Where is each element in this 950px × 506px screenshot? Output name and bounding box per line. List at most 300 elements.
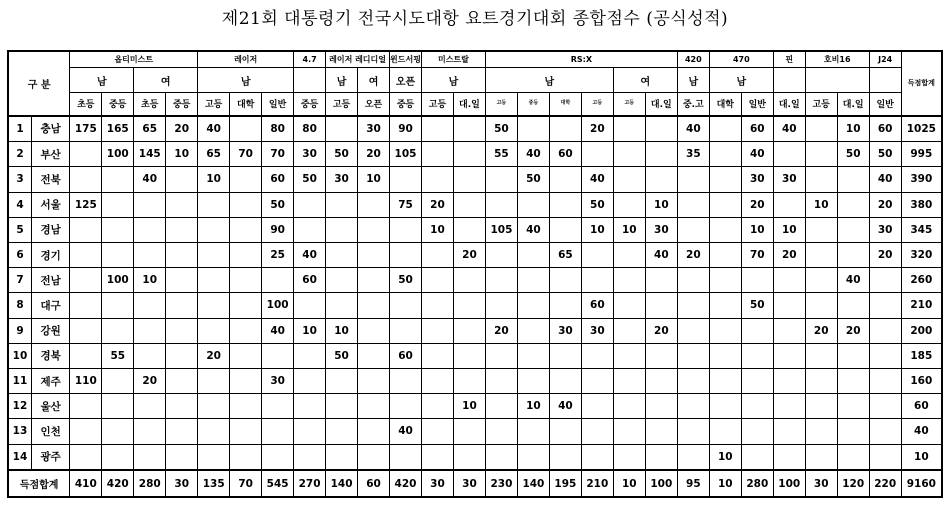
score-cell: 20 — [485, 318, 517, 343]
score-cell — [645, 167, 677, 192]
score-cell — [230, 343, 262, 368]
score-cell — [134, 444, 166, 470]
score-cell — [869, 444, 901, 470]
score-cell — [453, 192, 485, 217]
sum-cell: 70 — [230, 470, 262, 497]
score-cell — [390, 394, 422, 419]
score-cell — [294, 293, 326, 318]
score-cell — [453, 116, 485, 142]
score-cell — [549, 268, 581, 293]
score-cell — [773, 444, 805, 470]
group-4-7: 4.7 — [294, 51, 326, 68]
score-cell: 10 — [773, 217, 805, 242]
score-cell — [230, 167, 262, 192]
score-cell — [422, 116, 454, 142]
sum-cell: 30 — [422, 470, 454, 497]
score-cell — [613, 318, 645, 343]
score-cell: 175 — [70, 116, 102, 142]
region-name: 전남 — [31, 268, 69, 293]
row-total: 210 — [901, 293, 942, 318]
group-windsurf: 윈드서핑 — [390, 51, 422, 68]
table-row — [8, 419, 942, 444]
group-420: 420 — [677, 51, 709, 68]
score-cell — [262, 343, 294, 368]
score-cell: 40 — [837, 268, 869, 293]
score-cell — [358, 343, 390, 368]
row-total: 995 — [901, 142, 942, 167]
score-cell — [102, 368, 134, 393]
gender-470-male: 남 — [709, 68, 773, 93]
level-header: 대.일 — [453, 93, 485, 116]
gender-optimist-male: 남 — [70, 68, 134, 93]
score-cell — [613, 192, 645, 217]
score-cell — [549, 343, 581, 368]
score-cell — [485, 444, 517, 470]
score-cell: 40 — [869, 167, 901, 192]
score-cell: 40 — [134, 167, 166, 192]
score-cell — [485, 368, 517, 393]
score-cell — [294, 192, 326, 217]
score-cell: 60 — [390, 343, 422, 368]
score-cell: 165 — [102, 116, 134, 142]
sum-cell: 10 — [709, 470, 741, 497]
score-cell: 40 — [517, 217, 549, 242]
score-cell — [677, 368, 709, 393]
score-cell — [422, 368, 454, 393]
group-mistral: 미스트랄 — [422, 51, 486, 68]
score-cell — [581, 242, 613, 267]
score-cell — [677, 192, 709, 217]
row-number: 7 — [8, 268, 31, 293]
score-cell — [453, 293, 485, 318]
score-cell — [581, 419, 613, 444]
score-cell: 20 — [358, 142, 390, 167]
table-row — [8, 343, 942, 368]
score-cell: 110 — [70, 368, 102, 393]
score-cell — [709, 217, 741, 242]
score-cell — [613, 343, 645, 368]
score-cell — [485, 242, 517, 267]
sum-grand-total: 9160 — [901, 470, 942, 497]
score-cell — [134, 343, 166, 368]
table-row — [8, 268, 942, 293]
score-cell — [358, 444, 390, 470]
score-cell — [70, 217, 102, 242]
score-cell — [358, 394, 390, 419]
level-header: 중등 — [294, 93, 326, 116]
group-laser-radial: 레이저 레디디얼 — [326, 51, 390, 68]
row-number: 2 — [8, 142, 31, 167]
score-cell — [645, 268, 677, 293]
row-number: 4 — [8, 192, 31, 217]
score-cell: 50 — [294, 167, 326, 192]
score-cell — [262, 419, 294, 444]
table-row — [8, 142, 942, 167]
score-cell — [517, 444, 549, 470]
score-cell — [581, 343, 613, 368]
page-title: 제21회 대통령기 전국시도대항 요트경기대회 종합점수 (공식성적) — [221, 9, 729, 29]
score-cell: 50 — [326, 142, 358, 167]
region-name: 울산 — [31, 394, 69, 419]
level-header: 고등 — [581, 93, 613, 116]
sum-cell: 30 — [453, 470, 485, 497]
score-cell — [709, 293, 741, 318]
score-cell — [741, 394, 773, 419]
score-cell — [294, 394, 326, 419]
score-cell — [390, 444, 422, 470]
gender-420-male: 남 — [677, 68, 709, 93]
row-number: 3 — [8, 167, 31, 192]
table-row — [8, 167, 942, 192]
table-row — [8, 444, 942, 470]
score-cell: 40 — [262, 318, 294, 343]
level-header: 고등 — [422, 93, 454, 116]
score-cell: 10 — [517, 394, 549, 419]
score-cell: 60 — [294, 268, 326, 293]
score-cell — [773, 268, 805, 293]
level-header: 일반 — [741, 93, 773, 116]
row-number: 5 — [8, 217, 31, 242]
score-cell — [134, 318, 166, 343]
score-cell: 10 — [294, 318, 326, 343]
score-cell — [741, 444, 773, 470]
sum-cell: 195 — [549, 470, 581, 497]
score-cell — [134, 394, 166, 419]
score-cell — [677, 343, 709, 368]
score-cell — [198, 394, 230, 419]
score-cell — [102, 419, 134, 444]
score-cell — [805, 444, 837, 470]
sum-row — [8, 470, 942, 497]
score-cell — [422, 268, 454, 293]
score-cell — [709, 318, 741, 343]
score-cell — [230, 192, 262, 217]
sum-cell: 135 — [198, 470, 230, 497]
score-cell — [326, 394, 358, 419]
score-cell — [837, 343, 869, 368]
score-cell — [805, 419, 837, 444]
score-cell — [453, 368, 485, 393]
score-cell — [166, 343, 198, 368]
score-cell — [613, 419, 645, 444]
score-cell — [741, 318, 773, 343]
score-cell — [326, 217, 358, 242]
score-cell — [517, 419, 549, 444]
header-row-groups — [8, 51, 942, 68]
score-cell: 65 — [198, 142, 230, 167]
score-cell — [485, 293, 517, 318]
score-cell — [517, 318, 549, 343]
score-cell — [326, 268, 358, 293]
score-cell — [134, 293, 166, 318]
row-total: 200 — [901, 318, 942, 343]
score-cell — [869, 419, 901, 444]
score-cell — [326, 444, 358, 470]
score-cell — [837, 217, 869, 242]
level-header: 대학 — [230, 93, 262, 116]
score-cell — [773, 419, 805, 444]
score-cell — [517, 368, 549, 393]
score-cell — [198, 419, 230, 444]
level-header: 대학 — [549, 93, 581, 116]
score-cell: 20 — [837, 318, 869, 343]
score-cell: 20 — [166, 116, 198, 142]
score-cell — [294, 444, 326, 470]
score-cell — [517, 116, 549, 142]
score-cell — [869, 394, 901, 419]
score-cell: 105 — [390, 142, 422, 167]
sum-cell: 60 — [358, 470, 390, 497]
score-cell: 50 — [741, 293, 773, 318]
score-cell: 75 — [390, 192, 422, 217]
score-cell — [230, 318, 262, 343]
score-cell — [805, 142, 837, 167]
sum-cell: 140 — [517, 470, 549, 497]
score-cell — [70, 242, 102, 267]
score-cell — [294, 419, 326, 444]
table-row — [8, 293, 942, 318]
score-cell — [549, 217, 581, 242]
score-cell — [70, 293, 102, 318]
score-cell — [613, 116, 645, 142]
score-cell: 30 — [645, 217, 677, 242]
score-cell: 145 — [134, 142, 166, 167]
gender-windsurf-open: 오픈 — [390, 68, 422, 93]
score-cell — [326, 192, 358, 217]
score-cell — [709, 142, 741, 167]
score-cell: 20 — [645, 318, 677, 343]
score-cell — [485, 192, 517, 217]
gender-4-7-blank — [294, 68, 326, 93]
score-cell — [294, 343, 326, 368]
score-cell: 50 — [262, 192, 294, 217]
level-header: 대.일 — [645, 93, 677, 116]
score-cell — [102, 444, 134, 470]
score-cell: 65 — [134, 116, 166, 142]
score-cell — [390, 368, 422, 393]
score-cell: 60 — [869, 116, 901, 142]
score-cell: 20 — [741, 192, 773, 217]
score-cell: 10 — [645, 192, 677, 217]
level-header: 대.일 — [773, 93, 805, 116]
score-cell: 65 — [549, 242, 581, 267]
score-cell — [166, 217, 198, 242]
score-cell — [166, 242, 198, 267]
score-cell: 30 — [549, 318, 581, 343]
score-cell: 70 — [262, 142, 294, 167]
level-header: 고등 — [326, 93, 358, 116]
score-cell: 30 — [869, 217, 901, 242]
row-total: 1025 — [901, 116, 942, 142]
score-cell — [390, 318, 422, 343]
score-cell — [198, 444, 230, 470]
row-total: 390 — [901, 167, 942, 192]
score-cell — [549, 368, 581, 393]
score-cell — [422, 318, 454, 343]
score-cell — [198, 368, 230, 393]
score-cell — [709, 192, 741, 217]
score-cell — [709, 116, 741, 142]
score-cell: 50 — [581, 192, 613, 217]
score-cell — [134, 217, 166, 242]
score-cell — [358, 192, 390, 217]
sum-cell: 270 — [294, 470, 326, 497]
score-cell — [581, 268, 613, 293]
row-number: 12 — [8, 394, 31, 419]
sum-label: 득점합계 — [8, 470, 70, 497]
score-cell — [230, 444, 262, 470]
score-cell — [390, 242, 422, 267]
score-cell — [837, 444, 869, 470]
score-cell — [422, 293, 454, 318]
group-optimist: 옵티미스트 — [70, 51, 198, 68]
score-cell: 10 — [134, 268, 166, 293]
score-cell — [613, 142, 645, 167]
sum-cell: 95 — [677, 470, 709, 497]
table-row — [8, 318, 942, 343]
score-cell: 30 — [358, 116, 390, 142]
score-cell: 40 — [741, 142, 773, 167]
score-cell — [262, 394, 294, 419]
row-number: 6 — [8, 242, 31, 267]
score-cell — [773, 318, 805, 343]
header-row-genders — [8, 68, 942, 93]
score-cell — [198, 217, 230, 242]
score-cell — [677, 167, 709, 192]
score-cell — [198, 268, 230, 293]
score-cell — [230, 217, 262, 242]
score-cell — [613, 394, 645, 419]
score-cell — [390, 167, 422, 192]
score-cell: 40 — [581, 167, 613, 192]
score-cell: 10 — [709, 444, 741, 470]
score-cell — [230, 293, 262, 318]
score-cell — [262, 268, 294, 293]
sum-cell: 100 — [645, 470, 677, 497]
gubun-header: 구 분 — [8, 51, 70, 116]
sum-cell: 10 — [613, 470, 645, 497]
score-cell — [70, 167, 102, 192]
score-cell — [645, 142, 677, 167]
score-cell: 10 — [422, 217, 454, 242]
row-total: 185 — [901, 343, 942, 368]
score-cell: 30 — [294, 142, 326, 167]
score-cell: 20 — [869, 242, 901, 267]
score-cell — [613, 293, 645, 318]
score-cell — [613, 368, 645, 393]
score-cell — [677, 419, 709, 444]
score-cell: 10 — [741, 217, 773, 242]
score-cell — [198, 242, 230, 267]
level-header: 중.고 — [677, 93, 709, 116]
score-cell — [869, 293, 901, 318]
row-total: 10 — [901, 444, 942, 470]
score-cell — [358, 419, 390, 444]
group-j24: J24 — [869, 51, 901, 68]
score-table — [7, 50, 943, 498]
score-cell — [837, 192, 869, 217]
score-cell — [166, 394, 198, 419]
sum-cell: 230 — [485, 470, 517, 497]
score-cell — [166, 444, 198, 470]
region-name: 부산 — [31, 142, 69, 167]
score-cell — [677, 293, 709, 318]
row-total: 320 — [901, 242, 942, 267]
row-number: 10 — [8, 343, 31, 368]
score-cell: 40 — [645, 242, 677, 267]
score-cell: 90 — [390, 116, 422, 142]
score-cell: 40 — [517, 142, 549, 167]
score-cell: 50 — [485, 116, 517, 142]
score-cell — [134, 242, 166, 267]
score-cell — [805, 368, 837, 393]
score-cell: 70 — [741, 242, 773, 267]
group-rsx: RS:X — [485, 51, 677, 68]
gender-rsx-female: 여 — [613, 68, 677, 93]
score-cell — [773, 394, 805, 419]
score-cell: 40 — [773, 116, 805, 142]
level-header: 오픈 — [358, 93, 390, 116]
score-cell — [517, 268, 549, 293]
gender-radial-male: 남 — [326, 68, 358, 93]
row-total: 345 — [901, 217, 942, 242]
gender-hobie-blank — [805, 68, 869, 93]
score-cell — [805, 116, 837, 142]
gender-laser-male: 남 — [198, 68, 294, 93]
score-cell — [453, 268, 485, 293]
region-name: 광주 — [31, 444, 69, 470]
score-cell — [837, 394, 869, 419]
gender-radial-female: 여 — [358, 68, 390, 93]
score-cell: 40 — [390, 419, 422, 444]
score-cell — [358, 318, 390, 343]
score-cell: 10 — [358, 167, 390, 192]
sum-cell: 30 — [166, 470, 198, 497]
score-cell — [390, 293, 422, 318]
score-cell: 50 — [517, 167, 549, 192]
score-cell — [102, 318, 134, 343]
total-header: 득점합계 — [901, 51, 942, 116]
score-cell: 35 — [677, 142, 709, 167]
gender-j24-blank — [869, 68, 901, 93]
table-row — [8, 368, 942, 393]
score-cell: 105 — [485, 217, 517, 242]
score-cell — [709, 368, 741, 393]
row-total: 40 — [901, 419, 942, 444]
score-cell — [677, 444, 709, 470]
region-name: 경북 — [31, 343, 69, 368]
score-cell — [709, 343, 741, 368]
score-cell: 50 — [326, 343, 358, 368]
score-cell: 55 — [102, 343, 134, 368]
score-cell: 30 — [741, 167, 773, 192]
score-cell — [517, 242, 549, 267]
score-cell — [709, 268, 741, 293]
level-header: 중등 — [166, 93, 198, 116]
score-cell — [549, 444, 581, 470]
score-cell: 20 — [773, 242, 805, 267]
score-cell — [230, 394, 262, 419]
score-cell — [422, 419, 454, 444]
score-cell — [517, 293, 549, 318]
level-header: 일반 — [262, 93, 294, 116]
score-cell: 80 — [262, 116, 294, 142]
score-cell — [294, 368, 326, 393]
sum-cell: 30 — [805, 470, 837, 497]
score-cell: 100 — [262, 293, 294, 318]
score-cell: 25 — [262, 242, 294, 267]
score-cell — [773, 142, 805, 167]
